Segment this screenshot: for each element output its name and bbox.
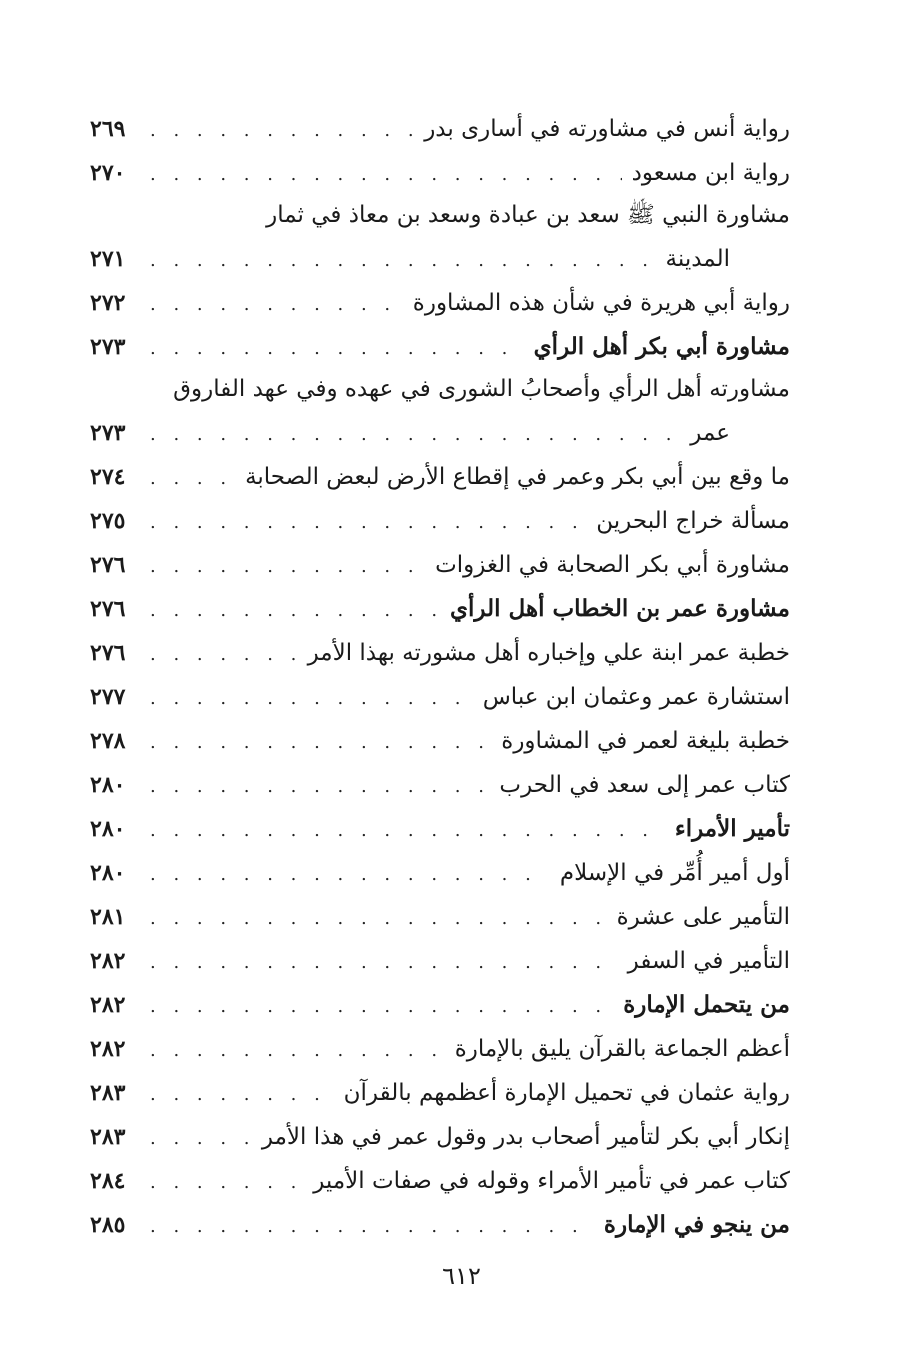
toc-entry-title: رواية أنس في مشاورته في أسارى بدر [424, 116, 790, 142]
toc-entry [90, 850, 790, 894]
toc-entry-page: ٢٨١ [90, 904, 126, 930]
dot-leader [150, 292, 403, 318]
toc-entry-page: ٢٧٠ [90, 160, 126, 186]
dot-leader [150, 686, 473, 712]
toc-entry-page: ٢٧١ [90, 246, 126, 272]
toc-entry-title: رواية أبي هريرة في شأن هذه المشاورة [412, 290, 790, 316]
toc-section-heading [90, 1202, 790, 1246]
table-of-contents [90, 106, 790, 1246]
toc-entry-title: مشاورة أبي بكر أهل الرأي [533, 333, 790, 360]
page-number: ٦١٢ [442, 1262, 481, 1290]
dot-leader [150, 642, 298, 668]
toc-section-heading [90, 982, 790, 1026]
toc-entry-page: ٢٧٦ [90, 640, 126, 666]
toc-entry-title: من ينجو في الإمارة [603, 1211, 790, 1238]
toc-entry-page: ٢٨٠ [90, 772, 126, 798]
toc-entry-first-line [90, 194, 790, 236]
dot-leader [150, 994, 613, 1020]
toc-entry-continuation [90, 236, 790, 280]
toc-entry-title: ما وقع بين أبي بكر وعمر في إقطاع الأرض لبعض الصحابة [245, 464, 790, 490]
toc-entry-page: ٢٧٧ [90, 684, 126, 710]
toc-entry-page: ٢٧٦ [90, 596, 126, 622]
toc-entry-page: ٢٨٢ [90, 992, 126, 1018]
toc-entry [90, 498, 790, 542]
toc-entry-page: ٢٧٢ [90, 290, 126, 316]
toc-entry [90, 106, 790, 150]
dot-leader [150, 554, 425, 580]
toc-entry-title: عمر [690, 420, 730, 446]
dot-leader [150, 1126, 252, 1152]
toc-entry [90, 630, 790, 674]
toc-entry-page: ٢٧٦ [90, 552, 126, 578]
dot-leader [150, 422, 680, 448]
toc-section-heading [90, 324, 790, 368]
dot-leader [150, 818, 665, 844]
dot-leader [150, 730, 491, 756]
toc-entry-title: أول أمير أُمِّر في الإسلام [559, 860, 790, 886]
toc-entry-page: ٢٦٩ [90, 116, 126, 142]
dot-leader [150, 1038, 445, 1064]
toc-entry [90, 938, 790, 982]
toc-entry-page: ٢٨٢ [90, 1036, 126, 1062]
dot-leader [150, 248, 656, 274]
dot-leader [150, 1214, 594, 1240]
toc-entry [90, 280, 790, 324]
toc-entry-page: ٢٨٠ [90, 816, 126, 842]
toc-entry-title: استشارة عمر وعثمان ابن عباس [482, 684, 790, 710]
toc-entry-page: ٢٨٥ [90, 1212, 126, 1238]
toc-entry-title: كتاب عمر إلى سعد في الحرب [499, 772, 790, 798]
toc-entry-title: التأمير في السفر [627, 948, 790, 974]
toc-entry-title: مشاورة عمر بن الخطاب أهل الرأي [450, 595, 790, 622]
dot-leader [150, 774, 489, 800]
toc-entry-title: مشاورة أبي بكر الصحابة في الغزوات [435, 552, 790, 578]
toc-entry [90, 454, 790, 498]
dot-leader [150, 950, 618, 976]
toc-entry [90, 1070, 790, 1114]
toc-entry-title: المدينة [665, 246, 730, 272]
toc-entry-title: رواية عثمان في تحميل الإمارة أعظمهم بالقرآن [343, 1080, 790, 1106]
toc-entry-title: رواية ابن مسعود [631, 160, 790, 186]
toc-section-heading [90, 806, 790, 850]
dot-leader [150, 510, 586, 536]
dot-leader [150, 466, 235, 492]
dot-leader [150, 162, 622, 188]
toc-entry-page: ٢٨٠ [90, 860, 126, 886]
toc-entry-title: كتاب عمر في تأمير الأمراء وقوله في صفات الأمير [313, 1168, 790, 1194]
toc-entry-page: ٢٨٣ [90, 1080, 126, 1106]
toc-section-heading [90, 586, 790, 630]
dot-leader [150, 1170, 303, 1196]
dot-leader [150, 336, 524, 362]
toc-entry-title: من يتحمل الإمارة [623, 991, 790, 1018]
toc-entry-page: ٢٨٤ [90, 1168, 126, 1194]
toc-entry-title: مسألة خراج البحرين [596, 508, 790, 534]
toc-entry [90, 674, 790, 718]
toc-entry-page: ٢٨٢ [90, 948, 126, 974]
toc-entry-page: ٢٧٣ [90, 420, 126, 446]
toc-entry-title: خطبة عمر ابنة علي وإخباره أهل مشورته بهذا الأمر [307, 640, 790, 666]
toc-entry [90, 542, 790, 586]
toc-entry-page: ٢٧٥ [90, 508, 126, 534]
toc-entry-page: ٢٧٣ [90, 334, 126, 360]
toc-entry [90, 1026, 790, 1070]
dot-leader [150, 598, 440, 624]
dot-leader [150, 906, 607, 932]
toc-entry [90, 1158, 790, 1202]
toc-entry [90, 1114, 790, 1158]
toc-entry-title: مشاورته أهل الرأي وأصحابُ الشورى في عهده وفي عهد الفاروق [173, 376, 790, 402]
toc-entry-page: ٢٧٤ [90, 464, 126, 490]
toc-entry-continuation [90, 410, 790, 454]
toc-entry [90, 718, 790, 762]
toc-entry [90, 762, 790, 806]
toc-entry-title: إنكار أبي بكر لتأمير أصحاب بدر وقول عمر في هذا الأمر [261, 1124, 790, 1150]
toc-entry-page: ٢٨٣ [90, 1124, 126, 1150]
toc-entry-title: أعظم الجماعة بالقرآن يليق بالإمارة [454, 1036, 790, 1062]
toc-entry-title: تأمير الأمراء [674, 815, 790, 842]
toc-entry [90, 150, 790, 194]
toc-entry-title: التأمير على عشرة [616, 904, 790, 930]
dot-leader [150, 862, 550, 888]
toc-entry-first-line [90, 368, 790, 410]
toc-entry-title: مشاورة النبي ﷺ سعد بن عبادة وسعد بن معاذ في ثمار [266, 202, 790, 228]
toc-entry-page: ٢٧٨ [90, 728, 126, 754]
dot-leader [150, 118, 414, 144]
toc-entry [90, 894, 790, 938]
dot-leader [150, 1082, 334, 1108]
toc-entry-title: خطبة بليغة لعمر في المشاورة [501, 728, 790, 754]
